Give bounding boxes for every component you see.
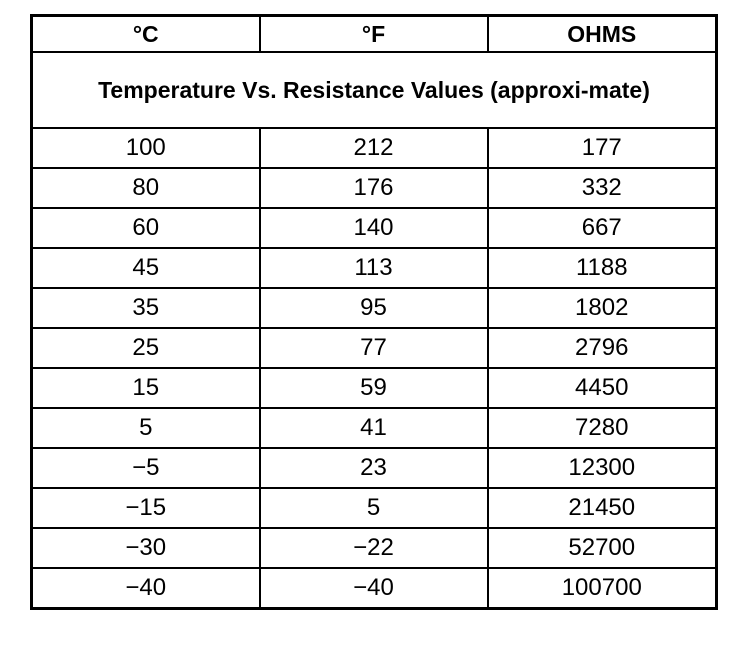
cell-ohms: 52700 [488, 528, 717, 568]
table-row [32, 248, 717, 288]
table-row [32, 408, 717, 448]
cell-fahrenheit: 77 [260, 328, 488, 368]
table-row [32, 208, 717, 248]
cell-ohms: 12300 [488, 448, 717, 488]
table-row [32, 568, 717, 609]
cell-fahrenheit: 212 [260, 128, 488, 168]
header-fahrenheit: °F [260, 16, 488, 53]
cell-ohms: 177 [488, 128, 717, 168]
cell-celsius: 45 [32, 248, 260, 288]
cell-celsius: −40 [32, 568, 260, 609]
cell-fahrenheit: 23 [260, 448, 488, 488]
cell-celsius: −15 [32, 488, 260, 528]
temperature-resistance-table [30, 14, 718, 610]
table-row [32, 488, 717, 528]
temperature-resistance-table-wrapper [30, 14, 715, 610]
cell-ohms: 4450 [488, 368, 717, 408]
table-row [32, 288, 717, 328]
cell-celsius: −5 [32, 448, 260, 488]
header-ohms: OHMS [488, 16, 717, 53]
cell-fahrenheit: 5 [260, 488, 488, 528]
table-row [32, 168, 717, 208]
table-row [32, 328, 717, 368]
cell-ohms: 332 [488, 168, 717, 208]
table-row [32, 448, 717, 488]
cell-ohms: 1188 [488, 248, 717, 288]
cell-fahrenheit: 140 [260, 208, 488, 248]
table-row [32, 528, 717, 568]
cell-fahrenheit: 41 [260, 408, 488, 448]
table-caption: Temperature Vs. Resistance Values (approxi-mate) [32, 52, 717, 128]
header-row [32, 16, 717, 53]
table-row [32, 368, 717, 408]
cell-celsius: 60 [32, 208, 260, 248]
cell-celsius: 15 [32, 368, 260, 408]
cell-celsius: 80 [32, 168, 260, 208]
cell-fahrenheit: −22 [260, 528, 488, 568]
table-row [32, 128, 717, 168]
cell-ohms: 21450 [488, 488, 717, 528]
cell-ohms: 667 [488, 208, 717, 248]
cell-ohms: 1802 [488, 288, 717, 328]
cell-ohms: 2796 [488, 328, 717, 368]
cell-celsius: 35 [32, 288, 260, 328]
cell-celsius: 100 [32, 128, 260, 168]
cell-celsius: 5 [32, 408, 260, 448]
cell-celsius: −30 [32, 528, 260, 568]
cell-fahrenheit: 59 [260, 368, 488, 408]
cell-celsius: 25 [32, 328, 260, 368]
cell-fahrenheit: 95 [260, 288, 488, 328]
cell-ohms: 7280 [488, 408, 717, 448]
caption-row [32, 52, 717, 128]
cell-fahrenheit: 113 [260, 248, 488, 288]
header-celsius: °C [32, 16, 260, 53]
cell-fahrenheit: −40 [260, 568, 488, 609]
cell-fahrenheit: 176 [260, 168, 488, 208]
cell-ohms: 100700 [488, 568, 717, 609]
